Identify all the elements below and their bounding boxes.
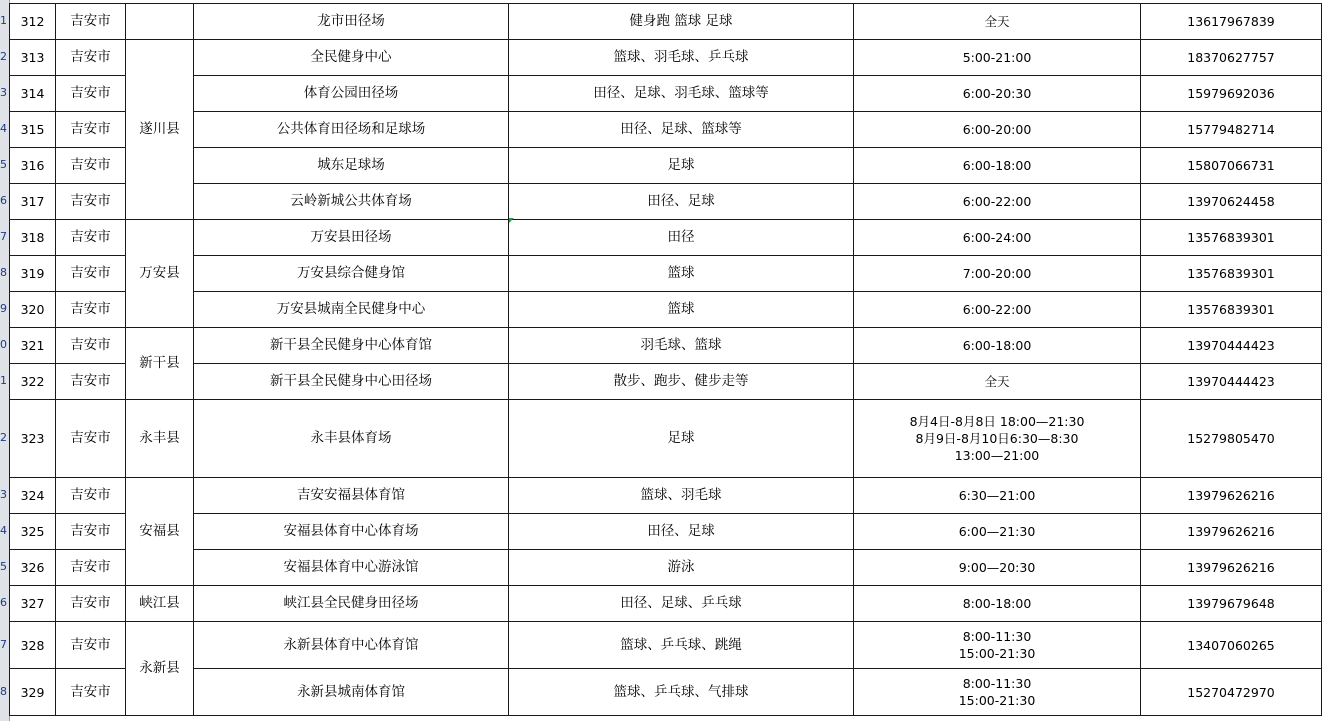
cell-seq[interactable]: 326 [10, 550, 56, 586]
row-number-label[interactable]: 9 [0, 302, 7, 315]
cell-hours[interactable] [854, 550, 1141, 586]
cell-comment-marker [509, 218, 514, 223]
cell-county[interactable]: 永新县 [126, 622, 194, 716]
table-row[interactable] [10, 622, 1322, 669]
cell-hours[interactable] [854, 184, 1141, 220]
cell-seq[interactable]: 317 [10, 184, 56, 220]
row-number-label[interactable]: 7 [0, 230, 7, 243]
hours-line: 8:00-18:00 [962, 596, 1032, 611]
cell-hours[interactable] [854, 669, 1141, 716]
table-row[interactable] [10, 184, 1322, 220]
hours-line: 6:30—21:00 [958, 488, 1036, 503]
table-row[interactable] [10, 364, 1322, 400]
cell-sports[interactable]: 足球 [509, 148, 854, 184]
cell-venue[interactable]: 万安县综合健身馆 [194, 256, 509, 292]
row-number-label[interactable]: 3 [0, 86, 7, 99]
cell-phone[interactable]: 13979679648 [1141, 586, 1322, 622]
hours-line: 6:00-18:00 [962, 158, 1032, 173]
cell-venue[interactable]: 永新县城南体育馆 [194, 669, 509, 716]
cell-seq[interactable]: 323 [10, 400, 56, 478]
hours-line: 8:00-11:30 [962, 676, 1032, 691]
cell-phone[interactable]: 13576839301 [1141, 220, 1322, 256]
hours-line: 6:00-20:30 [962, 86, 1032, 101]
row-number-label[interactable]: 1 [0, 374, 7, 387]
cell-venue[interactable]: 云岭新城公共体育场 [194, 184, 509, 220]
cell-city[interactable]: 吉安市 [56, 148, 126, 184]
hours-line: 全天 [984, 14, 1010, 29]
row-number-label[interactable]: 4 [0, 122, 7, 135]
row-number-label[interactable]: 8 [0, 266, 7, 279]
hours-line: 9:00—20:30 [958, 560, 1036, 575]
table-row[interactable] [10, 514, 1322, 550]
cell-county[interactable]: 万安县 [126, 220, 194, 328]
cell-sports[interactable]: 游泳 [509, 550, 854, 586]
cell-city[interactable]: 吉安市 [56, 669, 126, 716]
cell-sports[interactable]: 田径、足球、篮球等 [509, 112, 854, 148]
cell-city[interactable]: 吉安市 [56, 76, 126, 112]
cell-hours[interactable] [854, 4, 1141, 40]
cell-phone[interactable]: 15270472970 [1141, 669, 1322, 716]
table-row[interactable] [10, 400, 1322, 478]
cell-seq[interactable]: 314 [10, 76, 56, 112]
table-row[interactable] [10, 586, 1322, 622]
cell-venue[interactable]: 安福县体育中心体育场 [194, 514, 509, 550]
cell-sports[interactable]: 羽毛球、篮球 [509, 328, 854, 364]
cell-city[interactable]: 吉安市 [56, 4, 126, 40]
cell-county[interactable]: 新干县 [126, 328, 194, 400]
table-row[interactable] [10, 112, 1322, 148]
hours-line: 6:00-24:00 [962, 230, 1032, 245]
cell-sports[interactable]: 田径、足球 [509, 184, 854, 220]
cell-phone[interactable]: 13407060265 [1141, 622, 1322, 669]
hours-line: 13:00—21:00 [954, 448, 1040, 463]
cell-seq[interactable]: 328 [10, 622, 56, 669]
cell-sports[interactable]: 田径 [509, 220, 854, 256]
cell-seq[interactable]: 324 [10, 478, 56, 514]
row-number-label[interactable]: 6 [0, 194, 7, 207]
cell-venue[interactable]: 峡江县全民健身田径场 [194, 586, 509, 622]
table-row[interactable] [10, 550, 1322, 586]
cell-city[interactable]: 吉安市 [56, 586, 126, 622]
cell-seq[interactable]: 318 [10, 220, 56, 256]
cell-hours[interactable] [854, 292, 1141, 328]
cell-phone[interactable]: 13970444423 [1141, 364, 1322, 400]
cell-phone[interactable]: 13970444423 [1141, 328, 1322, 364]
table-row[interactable] [10, 292, 1322, 328]
table-body [10, 4, 1322, 716]
cell-seq[interactable]: 315 [10, 112, 56, 148]
cell-venue[interactable]: 城东足球场 [194, 148, 509, 184]
cell-phone[interactable]: 13970624458 [1141, 184, 1322, 220]
cell-city[interactable]: 吉安市 [56, 478, 126, 514]
cell-venue[interactable]: 全民健身中心 [194, 40, 509, 76]
table-row[interactable] [10, 40, 1322, 76]
cell-county[interactable] [126, 4, 194, 40]
cell-seq[interactable]: 327 [10, 586, 56, 622]
cell-hours[interactable] [854, 40, 1141, 76]
cell-sports[interactable]: 篮球 [509, 256, 854, 292]
cell-city[interactable]: 吉安市 [56, 514, 126, 550]
cell-phone[interactable]: 13979626216 [1141, 550, 1322, 586]
cell-hours[interactable] [854, 400, 1141, 478]
cell-hours[interactable] [854, 364, 1141, 400]
cell-city[interactable]: 吉安市 [56, 112, 126, 148]
table-row[interactable] [10, 76, 1322, 112]
cell-hours[interactable] [854, 328, 1141, 364]
cell-hours[interactable] [854, 220, 1141, 256]
cell-phone[interactable]: 15979692036 [1141, 76, 1322, 112]
row-number-label[interactable]: 8 [0, 684, 7, 698]
row-number-label[interactable]: 7 [0, 637, 7, 651]
cell-venue[interactable]: 公共体育田径场和足球场 [194, 112, 509, 148]
hours-line: 15:00-21:30 [958, 646, 1036, 661]
venue-table [9, 3, 1322, 716]
cell-seq[interactable]: 319 [10, 256, 56, 292]
cell-venue[interactable]: 龙市田径场 [194, 4, 509, 40]
cell-sports[interactable]: 篮球 [509, 292, 854, 328]
cell-city[interactable]: 吉安市 [56, 40, 126, 76]
cell-hours[interactable] [854, 514, 1141, 550]
cell-seq[interactable]: 321 [10, 328, 56, 364]
cell-seq[interactable]: 329 [10, 669, 56, 716]
cell-sports[interactable]: 田径、足球、乒乓球 [509, 586, 854, 622]
cell-phone[interactable]: 13617967839 [1141, 4, 1322, 40]
cell-seq[interactable]: 312 [10, 4, 56, 40]
hours-line: 8月9日-8月10日6:30—8:30 [915, 431, 1079, 446]
hours-line: 6:00-22:00 [962, 302, 1032, 317]
cell-city[interactable]: 吉安市 [56, 292, 126, 328]
cell-city[interactable]: 吉安市 [56, 400, 126, 478]
row-number-label[interactable]: 5 [0, 560, 7, 573]
cell-hours[interactable] [854, 256, 1141, 292]
cell-sports[interactable]: 田径、足球、羽毛球、篮球等 [509, 76, 854, 112]
hours-line: 6:00-20:00 [962, 122, 1032, 137]
cell-venue[interactable]: 永新县体育中心体育馆 [194, 622, 509, 669]
cell-sports[interactable]: 散步、跑步、健步走等 [509, 364, 854, 400]
cell-city[interactable]: 吉安市 [56, 184, 126, 220]
cell-sports[interactable]: 健身跑 篮球 足球 [509, 4, 854, 40]
cell-sports[interactable]: 篮球、乒乓球、气排球 [509, 669, 854, 716]
row-number-label[interactable]: 1 [0, 14, 7, 27]
cell-sports[interactable]: 田径、足球 [509, 514, 854, 550]
cell-seq[interactable]: 313 [10, 40, 56, 76]
cell-hours[interactable] [854, 586, 1141, 622]
cell-hours[interactable] [854, 622, 1141, 669]
table-row[interactable] [10, 478, 1322, 514]
row-number-label[interactable]: 2 [0, 431, 7, 444]
cell-hours[interactable] [854, 112, 1141, 148]
cell-city[interactable]: 吉安市 [56, 364, 126, 400]
cell-county[interactable]: 峡江县 [126, 586, 194, 622]
cell-phone[interactable]: 15807066731 [1141, 148, 1322, 184]
cell-venue[interactable]: 万安县城南全民健身中心 [194, 292, 509, 328]
cell-city[interactable]: 吉安市 [56, 220, 126, 256]
cell-hours[interactable] [854, 148, 1141, 184]
cell-seq[interactable]: 320 [10, 292, 56, 328]
cell-seq[interactable]: 316 [10, 148, 56, 184]
cell-venue[interactable]: 新干县全民健身中心田径场 [194, 364, 509, 400]
cell-sports[interactable]: 篮球、乒乓球、跳绳 [509, 622, 854, 669]
cell-city[interactable]: 吉安市 [56, 328, 126, 364]
cell-county[interactable]: 遂川县 [126, 40, 194, 220]
cell-venue[interactable]: 永丰县体育场 [194, 400, 509, 478]
hours-line: 8:00-11:30 [962, 629, 1032, 644]
cell-sports[interactable]: 足球 [509, 400, 854, 478]
hours-line: 6:00-22:00 [962, 194, 1032, 209]
row-number-label[interactable]: 5 [0, 158, 7, 171]
cell-venue[interactable]: 万安县田径场 [194, 220, 509, 256]
hours-line: 15:00-21:30 [958, 693, 1036, 708]
cell-phone[interactable]: 13576839301 [1141, 292, 1322, 328]
hours-line: 8月4日-8月8日 18:00—21:30 [909, 414, 1085, 429]
cell-hours[interactable] [854, 76, 1141, 112]
table-row[interactable] [10, 4, 1322, 40]
cell-city[interactable]: 吉安市 [56, 256, 126, 292]
cell-city[interactable]: 吉安市 [56, 622, 126, 669]
row-number-label[interactable]: 0 [0, 338, 7, 351]
cell-venue[interactable]: 安福县体育中心游泳馆 [194, 550, 509, 586]
cell-venue[interactable]: 吉安安福县体育馆 [194, 478, 509, 514]
cell-city[interactable]: 吉安市 [56, 550, 126, 586]
row-number-label[interactable]: 3 [0, 488, 7, 501]
cell-county[interactable]: 永丰县 [126, 400, 194, 478]
hours-line: 7:00-20:00 [962, 266, 1032, 281]
cell-venue[interactable]: 体育公园田径场 [194, 76, 509, 112]
table-row[interactable] [10, 256, 1322, 292]
cell-county[interactable]: 安福县 [126, 478, 194, 586]
cell-seq[interactable]: 325 [10, 514, 56, 550]
cell-phone[interactable]: 13979626216 [1141, 514, 1322, 550]
table-row[interactable] [10, 220, 1322, 256]
table-row[interactable] [10, 148, 1322, 184]
cell-sports[interactable]: 篮球、羽毛球、乒乓球 [509, 40, 854, 76]
row-number-label[interactable]: 2 [0, 50, 7, 63]
hours-line: 全天 [984, 374, 1010, 389]
hours-line: 6:00—21:30 [958, 524, 1036, 539]
row-number-label[interactable]: 4 [0, 524, 7, 537]
cell-phone[interactable]: 13979626216 [1141, 478, 1322, 514]
cell-phone[interactable]: 13576839301 [1141, 256, 1322, 292]
cell-hours[interactable] [854, 478, 1141, 514]
cell-phone[interactable]: 18370627757 [1141, 40, 1322, 76]
table-row[interactable] [10, 328, 1322, 364]
cell-phone[interactable]: 15779482714 [1141, 112, 1322, 148]
cell-seq[interactable]: 322 [10, 364, 56, 400]
hours-line: 5:00-21:00 [962, 50, 1032, 65]
cell-venue[interactable]: 新干县全民健身中心体育馆 [194, 328, 509, 364]
hours-line: 6:00-18:00 [962, 338, 1032, 353]
cell-sports[interactable]: 篮球、羽毛球 [509, 478, 854, 514]
cell-phone[interactable]: 15279805470 [1141, 400, 1322, 478]
row-number-label[interactable]: 6 [0, 596, 7, 609]
table-row[interactable] [10, 669, 1322, 716]
